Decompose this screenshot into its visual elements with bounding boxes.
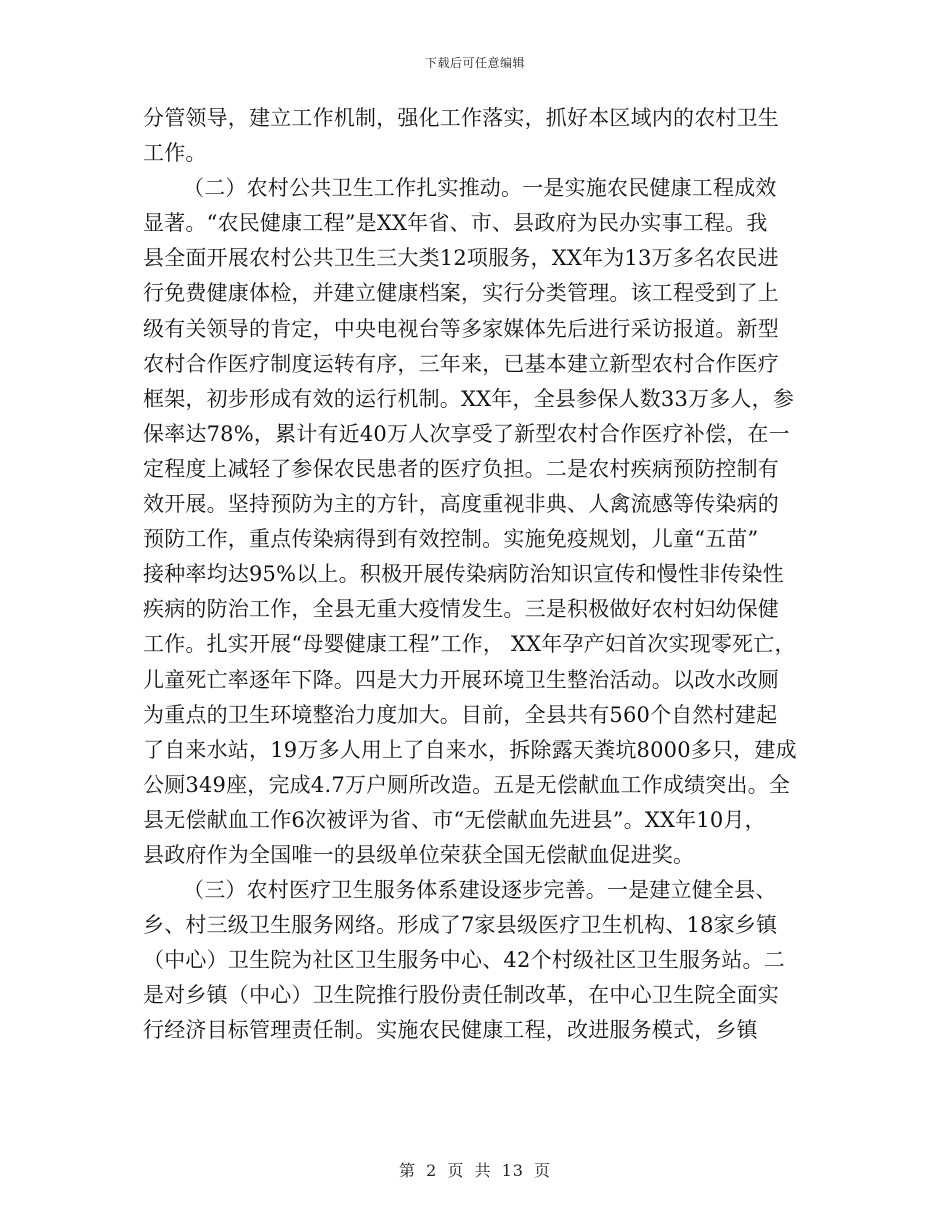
text-line: 了自来水站，19万多人用上了自来水，拆除露天粪坑8000多只，建成 (143, 737, 797, 762)
text-line: 行免费健康体检，并建立健康档案，实行分类管理。该工程受到了上 (143, 281, 779, 306)
text-line: 框架，初步形成有效的运行机制。XX年，全县参保人数33万多人，参 (143, 386, 795, 411)
document-body (143, 101, 815, 1049)
text-line: 分管领导，建立工作机制，强化工作落实，抓好本区域内的农村卫生 (143, 106, 779, 130)
footer-page-label: 页 (447, 1161, 465, 1180)
footer-total-label: 页 (534, 1161, 552, 1180)
footer-total-prefix: 共 (474, 1161, 492, 1180)
text-line: （三）农村医疗卫生服务体系建设逐步完善。一是建立健全县、 (183, 878, 777, 903)
text-line: （二）农村公共卫生工作扎实推动。一是实施农民健康工程成效 (183, 176, 777, 201)
text-line: 农村合作医疗制度运转有序，三年来，已基本建立新型农村合作医疗 (143, 351, 779, 376)
text-line: 工作。扎实开展“母婴健康工程”工作， XX年孕产妇首次实现零死亡， (143, 632, 796, 657)
text-line: 行经济目标管理责任制。实施农民健康工程，改进服务模式，乡镇 (143, 1018, 758, 1043)
text-line: 效开展。坚持预防为主的方针，高度重视非典、人禽流感等传染病的 (143, 492, 779, 517)
text-line: 公厕349座，完成4.7万户厕所改造。五是无偿献血工作成绩突出。全 (143, 772, 791, 797)
text-line: 儿童死亡率逐年下降。四是大力开展环境卫生整治活动。以改水改厕 (143, 667, 779, 692)
text-line: 工作。 (143, 141, 207, 166)
total-pages-number: 13 (501, 1161, 524, 1180)
text-line: （中心）卫生院为社区卫生服务中心、42个村级社区卫生服务站。二 (143, 948, 785, 973)
text-line: 为重点的卫生环境整治力度加大。目前，全县共有560个自然村建起 (143, 702, 778, 727)
text-line: 疾病的防治工作，全县无重大疫情发生。三是积极做好农村妇幼保健 (143, 597, 779, 622)
text-line: 级有关领导的肯定，中央电视台等多家媒体先后进行采访报道。新型 (143, 316, 779, 341)
text-line: 是对乡镇（中心）卫生院推行股份责任制改革，在中心卫生院全面实 (143, 983, 779, 1008)
page-footer (0, 1158, 950, 1181)
text-line: 县政府作为全国唯一的县级单位荣获全国无偿献血促进奖。 (143, 842, 695, 867)
text-line: 县无偿献血工作6次被评为省、市“无偿献血先进县”。XX年10月， (143, 807, 766, 832)
text-line: 县全面开展农村公共卫生三大类12项服务，XX年为13万多名农民进 (143, 246, 779, 271)
current-page-number: 2 (426, 1161, 438, 1180)
text-line: 预防工作，重点传染病得到有效控制。实施免疫规划，儿童“五苗” (143, 527, 759, 552)
text-line: 接种率均达95%以上。积极开展传染病防治知识宣传和慢性非传染性 (143, 562, 784, 587)
footer-prefix: 第 (398, 1161, 416, 1180)
text-line: 显著。“农民健康工程”是XX年省、市、县政府为民办实事工程。我 (143, 211, 768, 236)
text-line: 保率达78%，累计有近40万人次享受了新型农村合作医疗补偿，在一 (143, 421, 790, 446)
text-line: 定程度上减轻了参保农民患者的医疗负担。二是农村疾病预防控制有 (143, 456, 779, 481)
text-line: 乡、村三级卫生服务网络。形成了7家县级医疗卫生机构、18家乡镇 (143, 913, 778, 938)
page-header: 下载后可任意编辑 (424, 56, 525, 70)
